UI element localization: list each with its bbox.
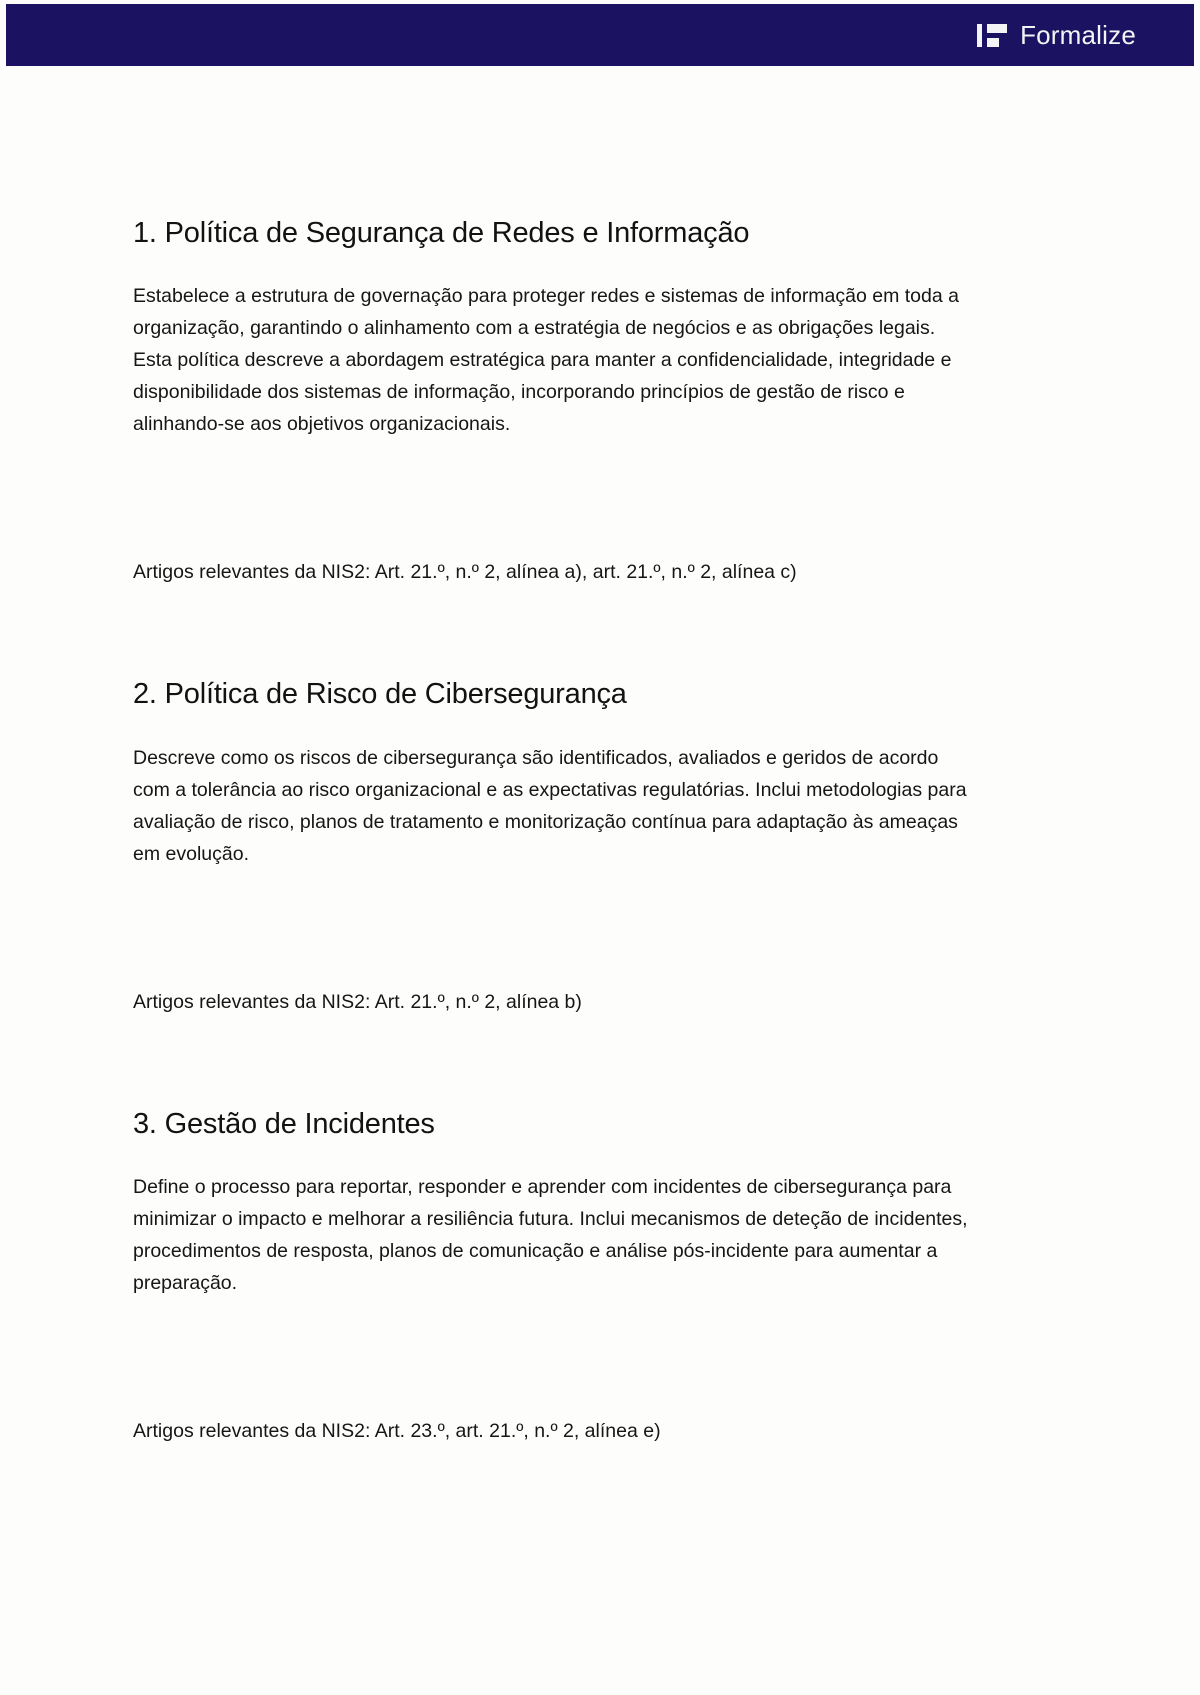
section-articles: Artigos relevantes da NIS2: Art. 21.º, n.º 2, alínea a), art. 21.º, n.º 2, alínea c) [133, 561, 797, 584]
policy-section-3 [133, 1108, 975, 1445]
section-articles: Artigos relevantes da NIS2: Art. 21.º, n.º 2, alínea b) [133, 990, 582, 1013]
policy-section-2 [133, 678, 975, 1015]
brand-logo [977, 20, 1136, 51]
policy-section-1 [133, 217, 975, 586]
document-content [0, 66, 975, 1445]
header-bar [6, 4, 1194, 66]
section-body: Descreve como os riscos de cibersegurança são identificados, avaliados e geridos de acordo com a tolerância ao risco organizacional e as expectativas regulatórias. Inclui metodologias para avaliação de risco, planos de tratamento e monitorização contínua para adaptação às ameaças em evolução. [133, 746, 967, 865]
section-body: Define o processo para reportar, responder e aprender com incidentes de cibersegurança para minimizar o impacto e melhorar a resiliência futura. Inclui mecanismos de deteção de incidentes, procedimentos de resposta, planos de comunicação e análise pós-incidente para aumentar a preparação. [133, 1176, 968, 1295]
section-body: Estabelece a estrutura de governação para proteger redes e sistemas de informação em toda a organização, garantindo o alinhamento com a estratégia de negócios e as obrigações legais. Esta política descreve a abordagem estratégica para manter a confidencialidade, integridade e disponibilidade dos sistemas de informação, incorporando princípios de gestão de risco e alinhando-se aos objetivos organizacionais. [133, 285, 959, 436]
section-title: 2. Política de Risco de Cibersegurança [133, 678, 627, 711]
section-title: 3. Gestão de Incidentes [133, 1107, 435, 1140]
section-articles: Artigos relevantes da NIS2: Art. 23.º, art. 21.º, n.º 2, alínea e) [133, 1420, 661, 1443]
brand-name: Formalize [1020, 19, 1136, 50]
section-title: 1. Política de Segurança de Redes e Informação [133, 217, 750, 249]
formalize-bars-icon [977, 24, 1007, 47]
